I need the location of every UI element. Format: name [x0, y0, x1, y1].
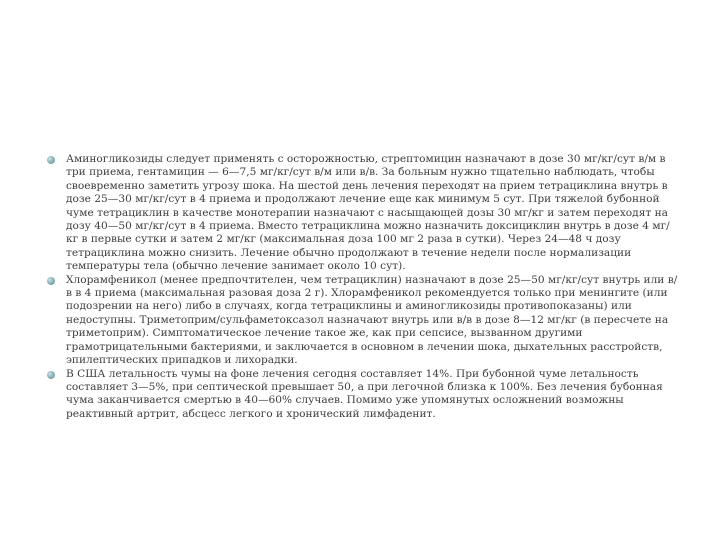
bullet-item-mortality	[46, 368, 680, 422]
circle-bullet-icon	[47, 277, 55, 285]
paragraph-text: В США летальность чумы на фоне лечения сегодня составляет 14%. При бубонной чуме летальность составляет 3—5%, при септической превышает 50, а при легочной близка к 100%. Без лечения бубонная чума заканчивается смертью в 40—60% случаев. Помимо уже упомянутых осложнений возможны реактивный артрит, абсцесс легкого и хронический лимфаденит.	[66, 367, 663, 420]
circle-bullet-icon	[47, 156, 55, 164]
paragraph-text: Хлорамфеникол (менее предпочтителен, чем тетрациклин) назначают в дозе 25—50 мг/кг/сут внутрь или в/в в 4 приема (максимальная разовая доза 2 г). Хлорамфеникол рекомендуется только при менингите (или подозрении на него) либо в случаях, когда тетрациклины и аминогликозиды противопоказаны) или недоступны. Триметоприм/сульфаметоксазол назначают внутрь или в/в в дозе 8—12 мг/кг (в пересчете на триметоприм). Симптоматическое лечение такое же, как при сепсисе, вызванном другими грамотрицательными бактериями, и заключается в основном в лечении шока, дыхательных расстройств, эпилептических припадков и лихорадки.	[66, 273, 678, 367]
bullet-item-aminoglycosides	[46, 153, 680, 274]
bullet-list	[46, 153, 680, 421]
paragraph-text: Аминогликозиды следует применять с осторожностью, стрептомицин назначают в дозе 30 мг/кг/сут в/м в три приема, гентамицин — 6—7,5 мг/кг/сут в/м или в/в. За больным нужно тщательно наблюдать, чтобы своевременно заметить угрозу шока. На шестой день лечения переходят на прием тетрациклина внутрь в дозе 25—30 мг/кг/сут в 4 приема и продолжают лечение еще как минимум 5 сут. При тяжелой бубонной чуме тетрациклин в качестве монотерапии назначают с насыщающей дозы 30 мг/кг и затем переходят на дозу 40—50 мг/кг/сут в 4 приема. Вместо тетрациклина можно назначить доксициклин внутрь в дозе 4 мг/кг в первые сутки и затем 2 мг/кг (максимальная доза 100 мг 2 раза в сутки). Через 24—48 ч дозу тетрациклина можно снизить. Лечение обычно продолжают в течение недели после нормализации температуры тела (обычно лечение занимает около 10 сут).	[66, 153, 670, 273]
bullet-item-chloramphenicol	[46, 274, 680, 368]
circle-bullet-icon	[47, 371, 55, 379]
